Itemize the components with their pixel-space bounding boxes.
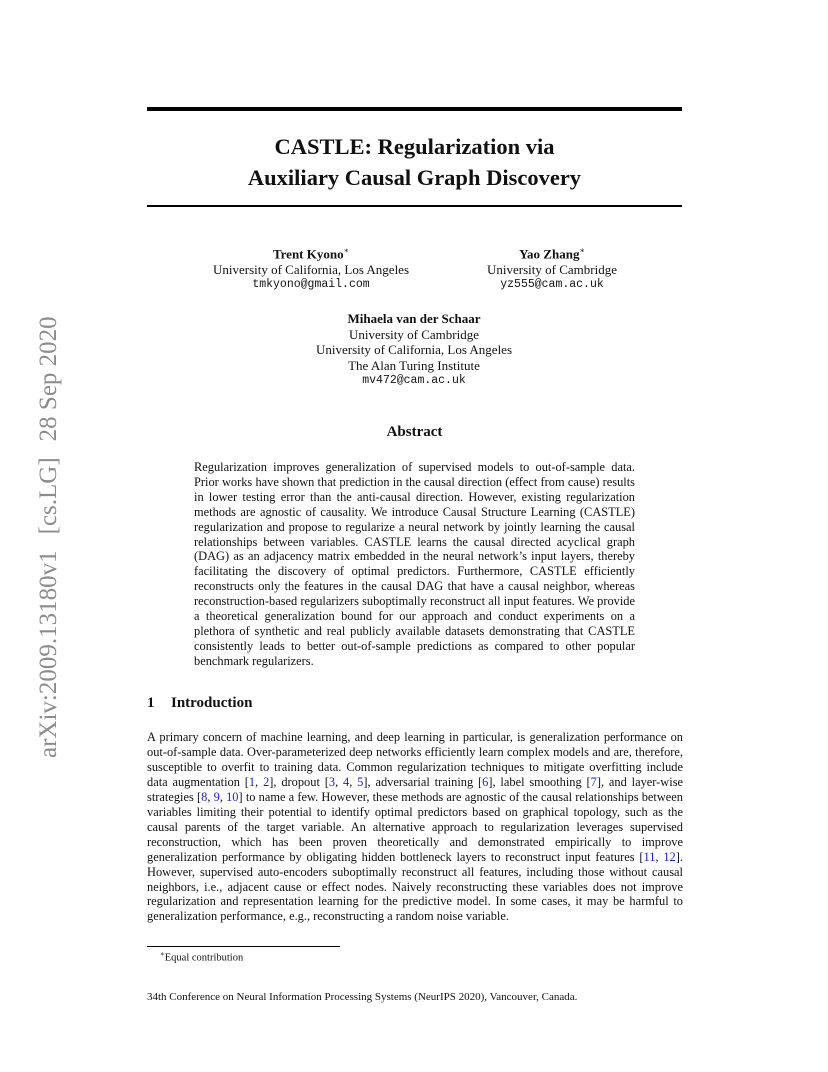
- author-name: Trent Kyono: [272, 246, 344, 262]
- citation-separator: ,: [335, 774, 344, 789]
- citation-link[interactable]: 12: [663, 849, 676, 864]
- author-email: yz555@cam.ac.uk: [500, 278, 604, 292]
- arxiv-date: 28 Sep 2020: [35, 316, 62, 442]
- intro-text: ], label smoothing [: [488, 774, 591, 789]
- equal-contribution-mark: ∗: [343, 246, 350, 255]
- citation-separator: ,: [219, 789, 227, 804]
- citation-link[interactable]: 1: [248, 774, 256, 789]
- section-title: Introduction: [171, 695, 253, 711]
- author-email: tmkyono@gmail.com: [252, 278, 370, 292]
- citation-link[interactable]: 9: [213, 789, 220, 804]
- intro-text: ]. However, supervised auto-encoders suboptimally reconstruct all features, including those without causal neighbors, i.e., adjacent cause or effect nodes. Naively reconstructing these variables does not improve regularization and representation learning for the predictive model. In some cases, it may be harmful to generalization performance, e.g., reconstructing a random noise variable.: [147, 849, 683, 924]
- citation-link[interactable]: 8: [201, 789, 208, 804]
- citation-separator: ,: [207, 789, 214, 804]
- author-affiliation: University of California, Los Angeles: [315, 342, 513, 357]
- author-block: [280, 311, 548, 389]
- citation-link[interactable]: 7: [590, 774, 597, 789]
- citation-link[interactable]: 5: [357, 774, 364, 789]
- abstract-heading: Abstract: [386, 424, 443, 440]
- author-block: [468, 243, 636, 293]
- arxiv-category: [cs.LG]: [35, 457, 62, 535]
- citation-link[interactable]: 6: [482, 774, 489, 789]
- arxiv-sidebar-stamp: [36, 288, 61, 758]
- section-number: 1: [147, 695, 155, 711]
- author-name: Yao Zhang: [519, 246, 580, 262]
- paper-title: [147, 131, 682, 193]
- intro-text: ], and layer-wise strategies [: [147, 774, 684, 804]
- title-line-2: Auxiliary Causal Graph Discovery: [247, 165, 582, 190]
- citation-link[interactable]: 4: [343, 774, 350, 789]
- citation-separator: ,: [655, 849, 664, 864]
- section-heading: [147, 695, 252, 712]
- author-affiliation: University of Cambridge: [349, 326, 479, 342]
- footnote-mark: ∗: [160, 950, 165, 958]
- intro-text: ], adversarial training [: [363, 774, 483, 789]
- author-email: mv472@cam.ac.uk: [362, 374, 466, 387]
- author-affiliation: University of Cambridge: [487, 261, 617, 277]
- footnote: [160, 950, 243, 964]
- intro-text: ], dropout [: [269, 774, 329, 789]
- title-line-1: CASTLE: Regularization via: [274, 134, 555, 159]
- equal-contribution-mark: ∗: [579, 246, 585, 255]
- footnote-rule: [147, 946, 340, 947]
- citation-link[interactable]: 10: [226, 789, 239, 804]
- intro-text: A primary concern of machine learning, and deep learning in particular, is generalization performance on out-of-sample data. Over-parameterized deep networks efficiently learn complex models and are, therefore, susceptible to overfit to training data. Common regularization techniques to mitigate overfitting include data augmentation [: [147, 730, 683, 789]
- intro-text: ] to name a few. However, these methods are agnostic of the causal relationships between variables limiting their potential to identify optimal predictors based on graphical topology, such as the causal parents of the target variable. An alternative approach to regularization leverages supervised reconstruction, which has been proven theoretically and demonstrated empirically to improve generalization performance by obligating hidden bottleneck layers to reconstruct input features [: [147, 789, 683, 864]
- citation-link[interactable]: 11: [643, 849, 656, 864]
- author-affiliation: The Alan Turing Institute: [348, 357, 480, 373]
- author-affiliation: University of California, Los Angeles: [212, 261, 410, 277]
- abstract-text: Regularization improves generalization of supervised models to out-of-sample data. Prior works have shown that prediction in the causal direction (effect from cause) results in lower testing error than the anti-causal direction. However, existing regularization methods are agnostic of causality. We introduce Causal Structure Learning (CASTLE) regularization and propose to regularize a neural network by jointly learning the causal relationships between variables. CASTLE learns the causal directed acyclical graph (DAG) as an adjacency matrix embedded in the neural network’s input layers, thereby facilitating the discovery of optimal predictors. Furthermore, CASTLE efficiently reconstructs only the features in the causal DAG that have a causal neighbor, whereas reconstruction-based regularizers suboptimally reconstruct all input features. We provide a theoretical generalization bound for our approach and conduct experiments on a plethora of synthetic and real publicly available datasets demonstrating that CASTLE consistently leads to better out-of-sample predictions as compared to other popular benchmark regularizers.: [194, 460, 635, 668]
- introduction-paragraph: [147, 730, 683, 924]
- footnote-text: Equal contribution: [164, 952, 244, 964]
- title-top-rule: [147, 107, 682, 111]
- citation-separator: ,: [255, 774, 264, 789]
- citation-link[interactable]: 2: [263, 774, 270, 789]
- title-bottom-rule: [147, 205, 682, 207]
- citation-link[interactable]: 3: [328, 774, 336, 789]
- author-name: Mihaela van der Schaar: [347, 311, 481, 326]
- author-block: [200, 243, 422, 293]
- citation-separator: ,: [349, 774, 358, 789]
- arxiv-id: arXiv:2009.13180v1: [35, 550, 62, 758]
- venue-line: 34th Conference on Neural Information Processing Systems (NeurIPS 2020), Vancouver, Canada.: [147, 991, 578, 1003]
